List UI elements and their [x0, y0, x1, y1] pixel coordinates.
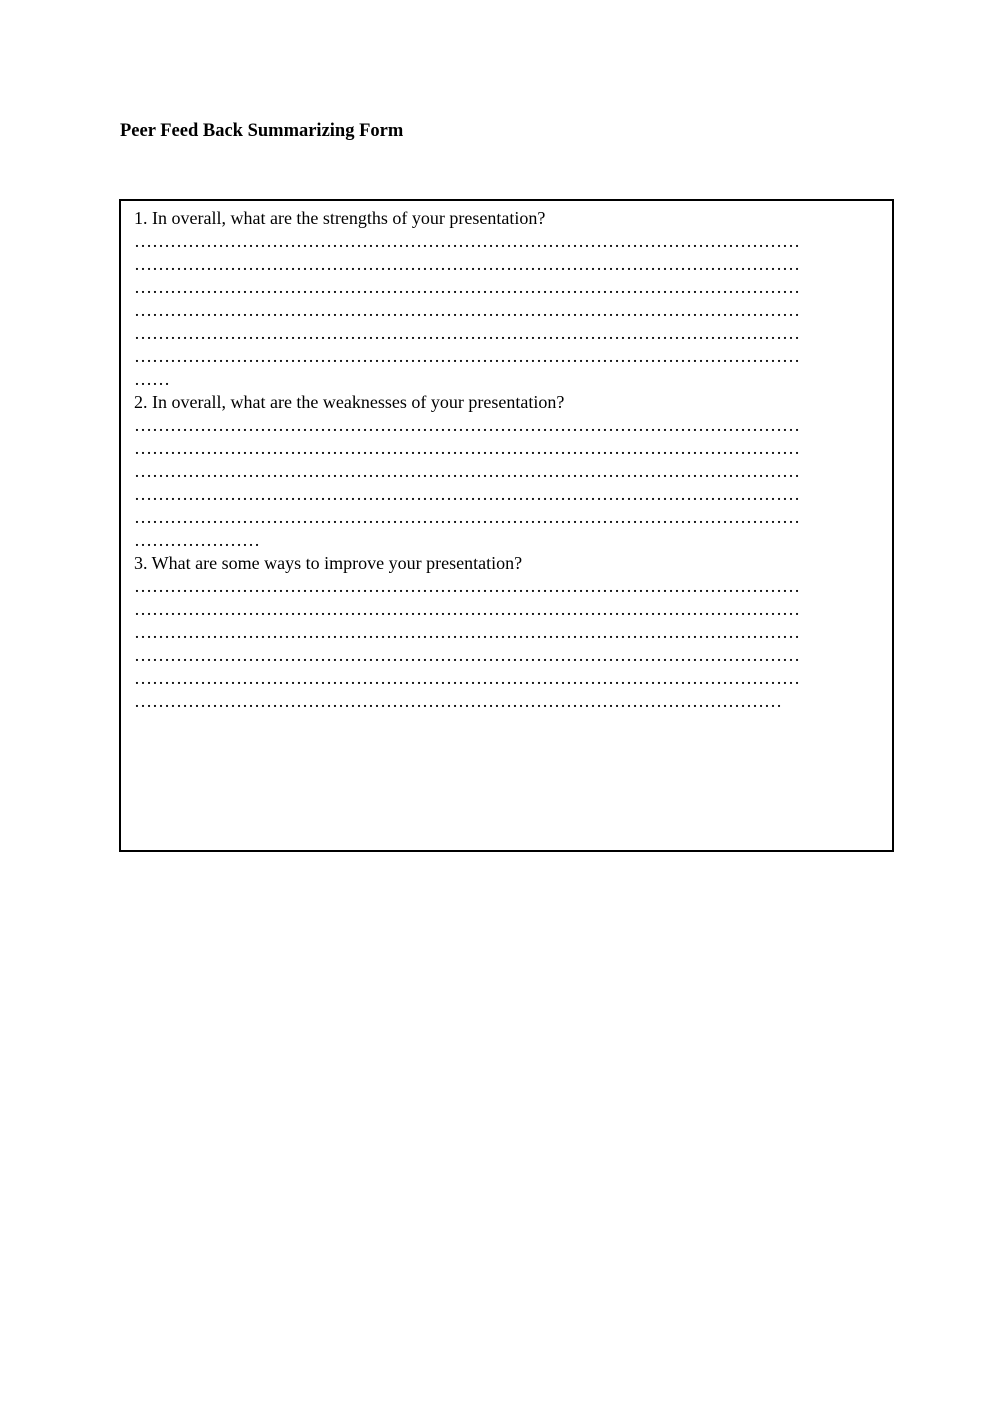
answer-3-line-5[interactable]: …………………………………………………………………………………………………	[134, 668, 800, 688]
answer-3-line-2[interactable]: …………………………………………………………………………………………………	[134, 599, 800, 619]
feedback-form-content	[134, 207, 874, 713]
answer-1-line-7[interactable]: ……	[134, 369, 170, 389]
question-1-text: 1. In overall, what are the strengths of your presentation?	[134, 208, 546, 228]
answer-2-line-5[interactable]: …………………………………………………………………………………………………	[134, 507, 800, 527]
answer-1-line-2[interactable]: …………………………………………………………………………………………………	[134, 254, 800, 274]
answer-3-line-6[interactable]: ………………………………………………………………………………………………	[134, 691, 782, 711]
page-title: Peer Feed Back Summarizing Form	[120, 121, 404, 141]
answer-2-line-3[interactable]: …………………………………………………………………………………………………	[134, 461, 800, 481]
answer-3-line-1[interactable]: …………………………………………………………………………………………………	[134, 576, 800, 596]
feedback-form-box	[119, 199, 894, 852]
answer-1-line-6[interactable]: …………………………………………………………………………………………………	[134, 346, 800, 366]
answer-1-line-1[interactable]: …………………………………………………………………………………………………	[134, 231, 800, 251]
question-3-text: 3. What are some ways to improve your presentation?	[134, 553, 523, 573]
answer-3-line-3[interactable]: …………………………………………………………………………………………………	[134, 622, 800, 642]
answer-1-line-4[interactable]: …………………………………………………………………………………………………	[134, 300, 800, 320]
answer-2-line-6[interactable]: …………………	[134, 530, 260, 550]
answer-2-line-4[interactable]: …………………………………………………………………………………………………	[134, 484, 800, 504]
answer-1-line-5[interactable]: …………………………………………………………………………………………………	[134, 323, 800, 343]
answer-2-line-1[interactable]: …………………………………………………………………………………………………	[134, 415, 800, 435]
answer-1-line-3[interactable]: …………………………………………………………………………………………………	[134, 277, 800, 297]
answer-2-line-2[interactable]: …………………………………………………………………………………………………	[134, 438, 800, 458]
answer-3-line-4[interactable]: …………………………………………………………………………………………………	[134, 645, 800, 665]
question-2-text: 2. In overall, what are the weaknesses of your presentation?	[134, 392, 565, 412]
